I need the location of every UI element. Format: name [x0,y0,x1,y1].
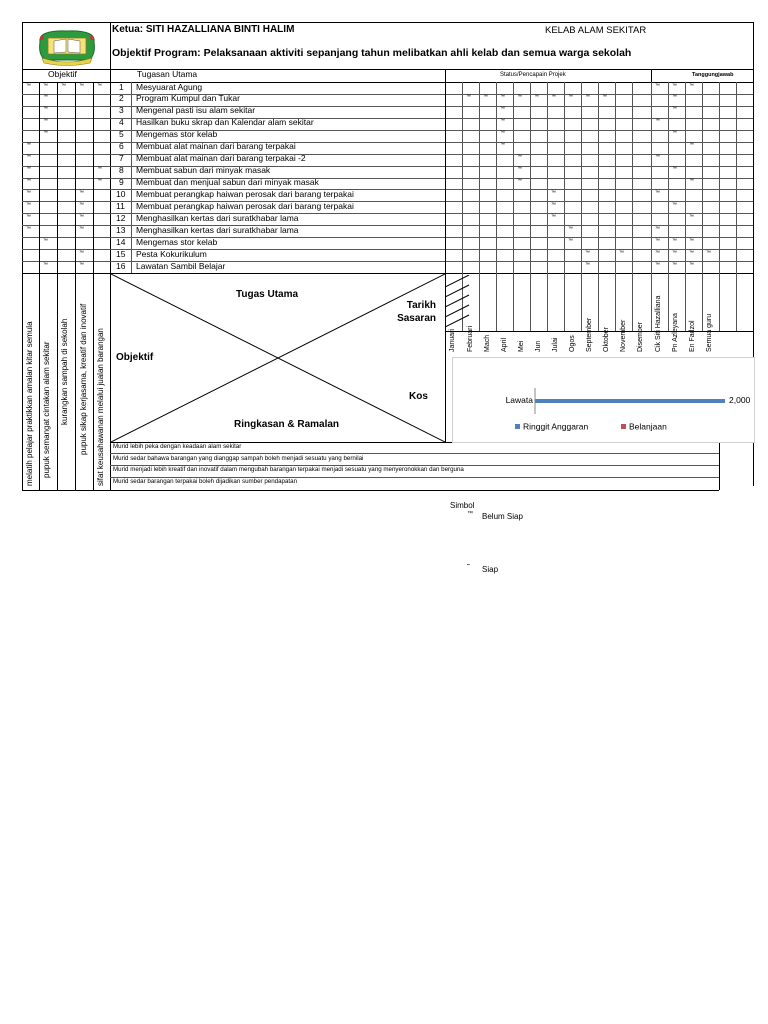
objective-label: sifat keusahawanan melalui jualan barangan [96,328,105,486]
task-name: Mengenal pasti isu alam sekitar [136,105,256,116]
status-mark: ™ [568,237,573,244]
status-mark: ™ [26,82,31,89]
task-number: 16 [116,260,126,271]
not-ready-symbol: ™ [467,511,473,517]
status-mark: ™ [655,82,660,89]
task-number: 7 [119,153,124,164]
month-label: April [501,337,508,352]
task-name: Mengemas stor kelab [136,236,218,247]
status-mark: ™ [655,225,660,232]
status-mark: ™ [655,154,660,161]
month-label: November [620,319,627,352]
status-mark: ™ [79,201,84,208]
task-number: 6 [119,141,124,152]
month-label: Februari [467,325,474,352]
task-number: 8 [119,165,124,176]
status-mark: ™ [551,213,556,220]
month-label: Disember [637,322,644,352]
status-mark: ™ [672,249,677,256]
status-mark: ™ [534,94,539,101]
ready-label: Siap [482,565,499,574]
status-mark: ™ [26,178,31,184]
task-name: Membuat alat mainan dari barang terpakai [136,141,296,152]
status-mark: ™ [43,94,48,101]
leader-name: Ketua: SITI HAZALLIANA BINTI HALIM [112,24,295,35]
month-label: Oktober [603,327,610,352]
task-name: Hasilkan buku skrap dan Kalendar alam sekitar [136,117,314,128]
task-number: 5 [119,129,124,140]
task-name: Lawatan Sambil Belajar [136,260,226,271]
status-mark: ™ [551,94,556,101]
summary-line: Murid menjadi lebih kreatif dan inovatif dalam mengubah barangan terpakai menjadi sesuatu yang menyeronokkan dan berguna [113,466,464,473]
status-mark: ™ [466,94,471,101]
ready-symbol: ˜ [467,563,470,572]
status-mark: ™ [26,154,31,161]
status-mark: ™ [43,130,48,137]
month-label: Jun [535,340,542,352]
status-mark: ™ [517,94,522,101]
status-mark: ™ [517,154,522,161]
status-mark: ™ [706,249,711,256]
task-name: Program Kumpul dan Tukar [136,93,240,104]
status-mark: ™ [672,261,677,268]
legend-label: Ringgit Anggaran [523,421,589,432]
school-logo [34,28,100,66]
status-mark: ™ [26,213,31,220]
month-label: Ogos [569,335,576,352]
task-number: 11 [116,200,125,211]
person-label: Semua guru [706,313,713,352]
status-mark: ™ [43,106,48,113]
status-mark: ™ [602,94,607,101]
status-mark: ™ [689,261,694,268]
status-mark: ™ [689,249,694,256]
status-header: Status/Pencapain Projek [500,72,566,78]
not-ready-label: Belum Siap [482,512,523,521]
status-mark: ™ [97,178,102,184]
status-mark: ™ [517,178,522,184]
status-mark: ™ [689,142,694,149]
objective-label: pupuk sikap kerjasama, kreatif dan inovatif [79,303,88,455]
status-mark: ™ [672,201,677,208]
status-mark: ™ [500,94,505,101]
status-mark: ™ [97,82,102,89]
status-mark: ™ [500,142,505,149]
category-label: Lawata [505,395,533,405]
status-mark: ™ [672,94,677,101]
club-name: KELAB ALAM SEKITAR [545,25,647,36]
person-label: Cik Siti Hazalliana [655,295,662,352]
month-label: Januari [449,329,456,352]
status-mark: ™ [655,189,660,196]
objective-label: kurangkan sampah di sekolah [60,318,69,425]
task-number: 15 [116,248,126,259]
status-mark: ™ [585,94,590,101]
status-mark: ™ [79,225,84,232]
bar-ringgit-anggaran [535,399,725,403]
status-mark: ™ [97,166,102,173]
status-mark: ™ [672,82,677,89]
status-mark: ™ [500,118,505,125]
task-name: Pesta Kokurikulum [136,248,207,259]
task-name: Membuat perangkap haiwan perosak dari barang terpakai [136,188,354,199]
status-mark: ™ [79,82,84,89]
month-label: September [586,317,593,352]
status-mark: ™ [568,94,573,101]
status-mark: ™ [79,189,84,196]
task-name: Menghasilkan kertas dari suratkhabar lama [136,224,299,235]
objektif-label: Objektif [116,352,154,363]
status-mark: ™ [619,249,624,256]
tanggungjawab-header: Tanggungjawab [692,72,734,78]
status-mark: ™ [43,237,48,244]
status-mark: ™ [689,237,694,244]
status-mark: ™ [500,130,505,137]
status-mark: ™ [79,213,84,220]
status-mark: ™ [689,213,694,220]
legend-swatch [621,424,626,429]
status-mark: ™ [551,189,556,196]
status-mark: ™ [568,225,573,232]
status-mark: ™ [26,189,31,196]
month-label: Mach [484,334,491,352]
task-name: Membuat alat mainan dari barang terpakai -2 [136,153,306,164]
task-number: 1 [119,81,124,92]
task-name: Membuat dan menjual sabun dari minyak masak [136,177,319,187]
task-name: Mengemas stor kelab [136,129,218,140]
legend-swatch [515,424,520,429]
status-mark: ™ [672,106,677,113]
status-mark: ™ [672,166,677,173]
status-mark: ™ [655,261,660,268]
status-mark: ™ [43,261,48,268]
summary-line: Murid lebih peka dengan keadaan alam sekitar [113,443,242,450]
month-label: Mei [518,340,525,352]
summary-line: Murid sedar barangan terpakai boleh dijadikan sumber pendapatan [113,478,298,485]
value-label: 2,000 [729,395,751,405]
task-name: Menghasilkan kertas dari suratkhabar lama [136,212,299,223]
person-label: En Fadzol [689,320,696,352]
status-mark: ™ [672,237,677,244]
status-mark: ™ [517,166,522,173]
legend-label: Belanjaan [629,421,667,432]
kos-label: Kos [409,391,428,402]
task-name: Membuat perangkap haiwan perosak dari barang terpakai [136,200,354,211]
status-mark: ™ [500,106,505,113]
month-label: Julai [552,337,559,352]
ringkasan-label: Ringkasan & Ramalan [234,419,340,430]
cost-chart [452,357,755,443]
status-mark: ™ [43,118,48,125]
task-number: 9 [119,177,124,187]
status-mark: ™ [79,249,84,256]
status-mark: ™ [655,118,660,125]
task-number: 2 [119,93,124,104]
tugas-utama-label: Tugas Utama [236,289,299,300]
status-mark: ™ [483,94,488,101]
status-mark: ™ [689,82,694,89]
status-mark: ™ [585,249,590,256]
status-mark: ™ [672,130,677,137]
status-mark: ™ [551,201,556,208]
task-number: 13 [116,224,126,235]
status-mark: ™ [585,261,590,268]
task-number: 12 [116,212,126,223]
summary-line: Murid sedar bahawa barangan yang dianggap sampah boleh menjadi sesuatu yang bernilai [113,455,364,462]
person-label: Pn Azleyana [672,313,679,352]
status-mark: ™ [655,237,660,244]
task-number: 3 [119,105,124,116]
status-mark: ™ [689,178,694,184]
status-mark: ™ [26,142,31,149]
status-mark: ™ [43,82,48,89]
status-mark: ™ [26,201,31,208]
target-date-hatch [445,275,475,330]
objective-label: pupuk semangat cintakan alam sekitar [42,341,51,478]
task-number: 14 [116,236,126,247]
objective-label: melatih pelajar praktikkan amalan kitar semula [25,321,34,486]
objektif-header: Objektif [48,69,77,79]
task-name: Mesyuarat Agung [136,81,203,92]
symbol-title: Simbol [450,501,475,510]
program-objective: Objektif Program: Pelaksanaan aktiviti sepanjang tahun melibatkan ahli kelab dan semua warga sekolah [112,47,632,59]
status-mark: ™ [61,82,66,89]
status-mark: ™ [655,249,660,256]
status-mark: ™ [26,166,31,173]
status-mark: ™ [79,261,84,268]
task-number: 4 [119,117,124,128]
task-name: Membuat sabun dari minyak masak [136,165,271,176]
tarikh-sasaran-label: Tarikh Sasaran [397,300,436,324]
tugasan-header: Tugasan Utama [137,69,198,79]
task-number: 10 [116,188,126,199]
status-mark: ™ [26,225,31,232]
